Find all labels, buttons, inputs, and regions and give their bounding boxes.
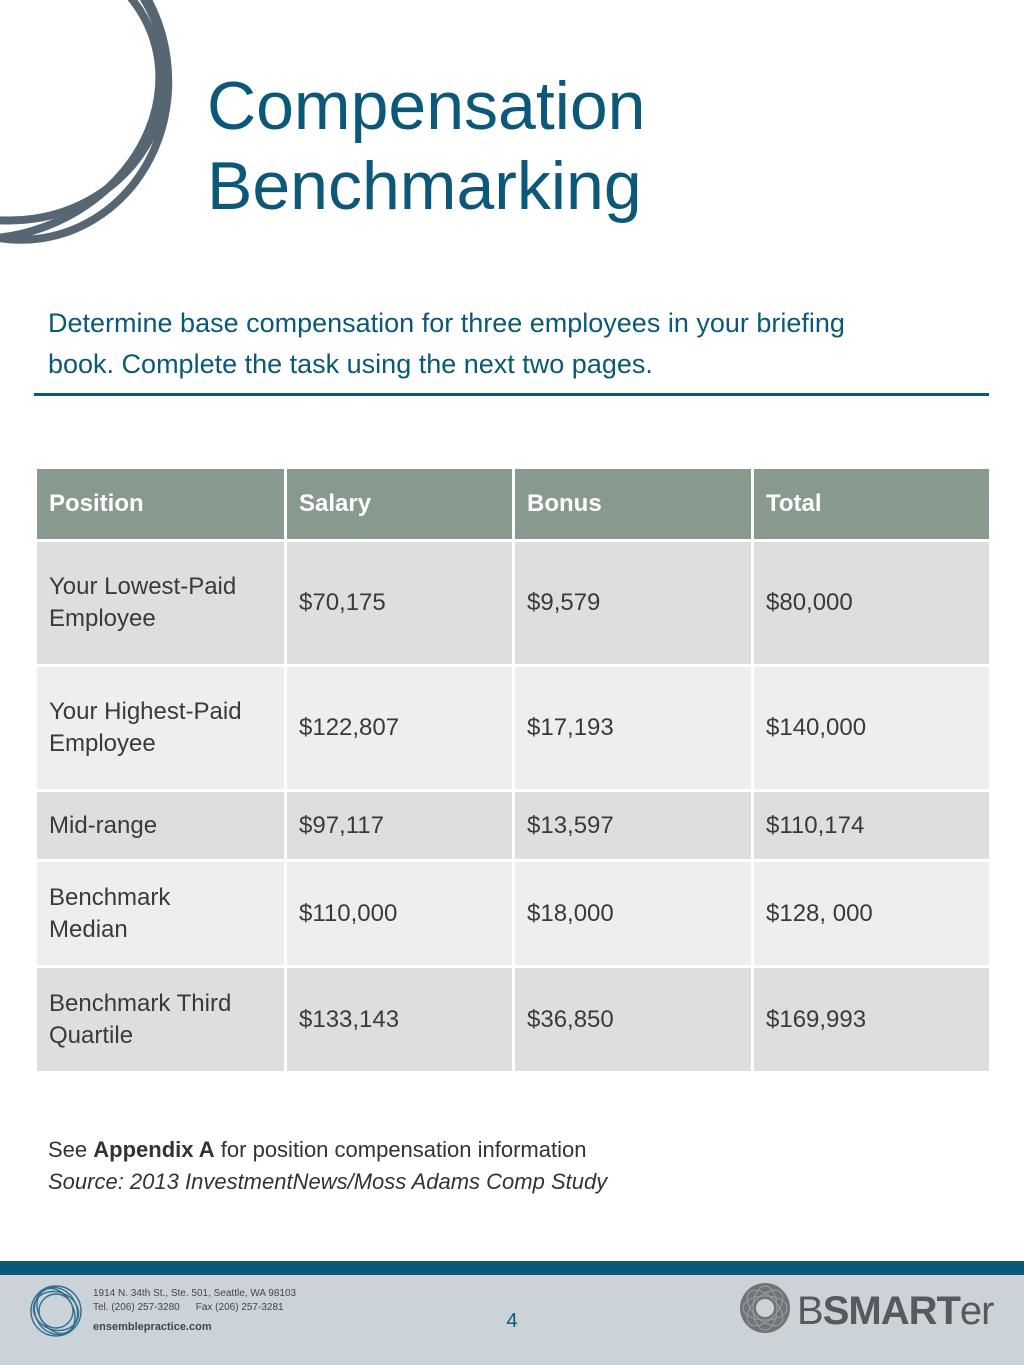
header-total: Total — [753, 468, 991, 541]
brand-part1: B — [797, 1289, 823, 1333]
header-position: Position — [36, 468, 286, 541]
brand-part3: er — [959, 1289, 994, 1333]
cell-bonus: $13,597 — [514, 791, 753, 861]
circle-lines-logo-icon — [28, 1283, 84, 1339]
intro-line2: book. Complete the task using the next two pages. — [48, 349, 653, 379]
position-line1: Mid-range — [49, 811, 158, 839]
footer-address: 1914 N. 34th St., Ste. 501, Seattle, WA 98103 — [93, 1288, 297, 1299]
position-line2: Quartile — [49, 1021, 134, 1049]
header-salary: Salary — [286, 468, 514, 541]
brand-wordmark — [797, 1288, 993, 1334]
ring-swirl-icon — [0, 0, 200, 260]
page-title-line1: Compensation — [207, 68, 646, 144]
cell-total: $140,000 — [753, 666, 991, 791]
position-line2: Employee — [49, 605, 156, 632]
divider-rule — [34, 393, 989, 396]
table-row — [36, 861, 991, 967]
header-bonus: Bonus — [514, 468, 753, 541]
cell-position — [36, 791, 286, 861]
cell-salary: $97,117 — [286, 791, 514, 861]
page-title-line2: Benchmarking — [207, 148, 642, 224]
table-row — [36, 666, 991, 791]
footer-fax: Fax (206) 257-3281 — [195, 1302, 284, 1313]
cell-position — [36, 967, 286, 1073]
table-row — [36, 791, 991, 861]
notes — [48, 1134, 607, 1198]
footer — [0, 1275, 1024, 1365]
footer-website[interactable]: ensemblepractice.com — [93, 1321, 212, 1333]
footer-accent-bar — [0, 1261, 1024, 1275]
table-row — [36, 541, 991, 666]
position-line1: Your Highest-Paid — [49, 698, 242, 725]
cell-salary: $122,807 — [286, 666, 514, 791]
table-row — [36, 967, 991, 1073]
cell-salary: $133,143 — [286, 967, 514, 1073]
intro-text — [48, 303, 988, 385]
cell-salary: $70,175 — [286, 541, 514, 666]
footer-phone-line — [93, 1301, 296, 1315]
source-note: Source: 2013 InvestmentNews/Moss Adams Comp Study — [48, 1169, 608, 1194]
brand-part2: SMART — [822, 1289, 960, 1333]
cell-position — [36, 861, 286, 967]
position-line1: Benchmark — [49, 883, 171, 911]
footer-tel: Tel. (206) 257-3280 — [93, 1302, 180, 1313]
cell-position — [36, 666, 286, 791]
cell-salary: $110,000 — [286, 861, 514, 967]
cell-position — [36, 541, 286, 666]
position-line1: Benchmark Third — [49, 989, 232, 1017]
page-number: 4 — [506, 1310, 518, 1332]
see-suffix: for position compensation information — [214, 1137, 587, 1162]
appendix-link: Appendix A — [93, 1137, 215, 1162]
footer-address-block — [93, 1287, 296, 1315]
intro-line1: Determine base compensation for three employees in your briefing — [48, 308, 845, 338]
position-line1: Your Lowest-Paid — [49, 573, 237, 600]
cell-bonus: $9,579 — [514, 541, 753, 666]
cell-bonus: $17,193 — [514, 666, 753, 791]
cell-total: $128, 000 — [753, 861, 991, 967]
position-line2: Median — [49, 915, 128, 943]
compensation-table — [34, 466, 992, 1074]
cell-total: $169,993 — [753, 967, 991, 1073]
cell-bonus: $18,000 — [514, 861, 753, 967]
position-line2: Employee — [49, 730, 156, 757]
cell-total: $80,000 — [753, 541, 991, 666]
page-title — [207, 66, 645, 226]
cell-bonus: $36,850 — [514, 967, 753, 1073]
spiral-disc-icon — [738, 1281, 792, 1335]
table-header-row — [36, 468, 991, 541]
see-prefix: See — [48, 1137, 94, 1162]
cell-total: $110,174 — [753, 791, 991, 861]
